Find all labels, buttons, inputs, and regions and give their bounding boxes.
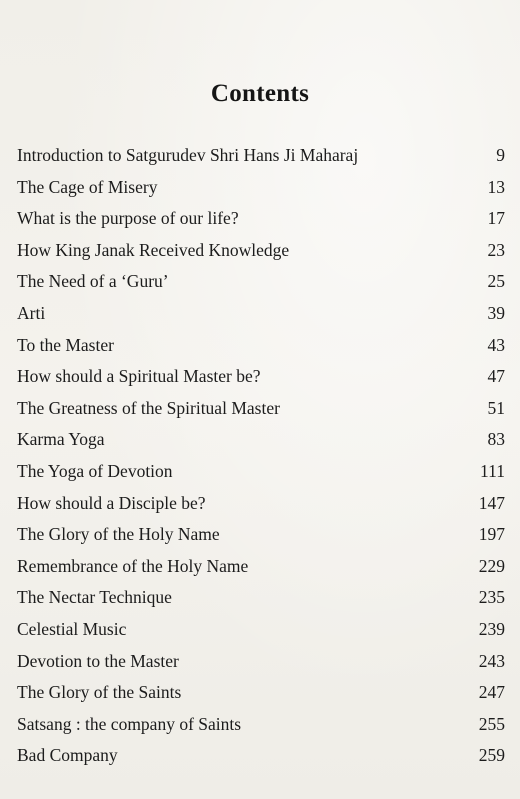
- toc-entry-title: The Need of a ‘Guru’: [17, 271, 169, 292]
- toc-entry: [17, 614, 505, 646]
- toc-entry-title: To the Master: [17, 334, 114, 355]
- toc-entry: [17, 298, 505, 330]
- toc-entry-page-number: 43: [487, 334, 505, 355]
- toc-entry-page-number: 235: [478, 587, 505, 608]
- toc-entry-title: Remembrance of the Holy Name: [17, 555, 249, 576]
- toc-entry-title: How King Janak Received Knowledge: [17, 239, 290, 260]
- toc-entry: [17, 646, 505, 678]
- toc-entry: [17, 393, 505, 425]
- toc-entry-title: The Cage of Misery: [17, 176, 158, 197]
- toc-entry-title: Bad Company: [17, 745, 118, 766]
- toc-entry: [17, 330, 505, 362]
- toc-entry: [17, 488, 505, 520]
- toc-entry-page-number: 23: [487, 239, 505, 260]
- toc-entry: [17, 677, 505, 709]
- toc-entry-title: The Greatness of the Spiritual Master: [17, 397, 280, 418]
- toc-entry-title: Karma Yoga: [17, 429, 105, 450]
- toc-entry: [17, 709, 505, 741]
- toc-entry-title: The Nectar Technique: [17, 587, 172, 608]
- toc-entry: [17, 266, 505, 298]
- toc-entry-page-number: 259: [478, 745, 505, 766]
- toc-entry-page-number: 51: [487, 397, 505, 418]
- toc-entry-page-number: 47: [487, 366, 505, 387]
- toc-entry: [17, 456, 505, 488]
- table-of-contents: [17, 140, 505, 772]
- toc-entry-page-number: 25: [487, 271, 505, 292]
- toc-entry-page-number: 13: [487, 176, 505, 197]
- toc-entry: [17, 551, 505, 583]
- toc-entry-title: Arti: [17, 302, 46, 323]
- toc-entry-page-number: 229: [478, 555, 505, 576]
- toc-entry-title: How should a Disciple be?: [17, 492, 206, 513]
- toc-entry-page-number: 147: [478, 492, 505, 513]
- toc-entry-title: Satsang : the company of Saints: [17, 713, 242, 734]
- toc-entry-title: How should a Spiritual Master be?: [17, 366, 261, 387]
- toc-entry-page-number: 39: [487, 302, 505, 323]
- toc-entry-title: Celestial Music: [17, 618, 127, 639]
- toc-entry-page-number: 247: [478, 682, 505, 703]
- contents-heading: Contents: [210, 80, 310, 107]
- toc-entry-page-number: 17: [487, 208, 505, 229]
- toc-entry: [17, 424, 505, 456]
- toc-entry: [17, 203, 505, 235]
- toc-entry-page-number: 111: [480, 460, 505, 481]
- toc-entry-title: What is the purpose of our life?: [17, 208, 239, 229]
- toc-entry-title: Introduction to Satgurudev Shri Hans Ji Maharaj: [17, 145, 359, 165]
- toc-entry-title: Devotion to the Master: [17, 650, 179, 671]
- toc-entry: [17, 582, 505, 614]
- toc-entry: [17, 172, 505, 204]
- toc-entry: [17, 519, 505, 551]
- toc-entry-page-number: 83: [487, 429, 505, 450]
- toc-entry: [17, 235, 505, 267]
- toc-entry-page-number: 243: [478, 650, 505, 671]
- toc-entry-page-number: 255: [478, 713, 505, 734]
- toc-entry-title: The Yoga of Devotion: [17, 460, 173, 481]
- toc-entry: [17, 140, 505, 172]
- toc-entry: [17, 740, 505, 772]
- toc-entry-page-number: 239: [478, 618, 505, 639]
- toc-entry-title: The Glory of the Holy Name: [17, 524, 220, 545]
- toc-entry: [17, 361, 505, 393]
- toc-entry-page-number: 9: [496, 145, 505, 165]
- toc-entry-title: The Glory of the Saints: [17, 682, 182, 703]
- toc-entry-page-number: 197: [478, 524, 505, 545]
